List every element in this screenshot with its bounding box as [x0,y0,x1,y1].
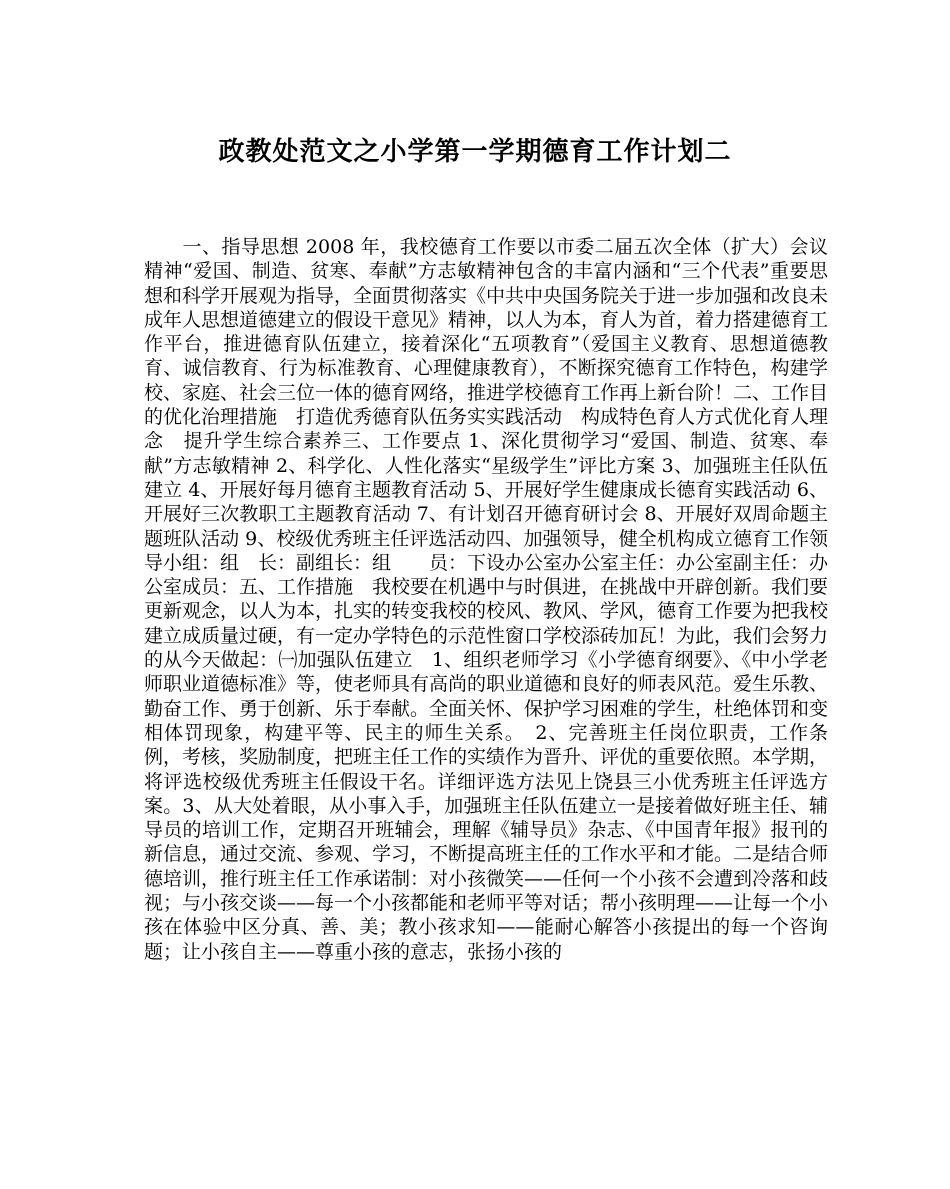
document-body-paragraph [144,235,828,964]
document-body-text: 一、指导思想 2008 年，我校德育工作要以市委二届五次全体（扩大）会议精神“爱国、制造、贫寒、奉献”方志敏精神包含的丰富内涵和“三个代表”重要思想和科学开展观为指导，全面贯彻落实《中共中央国务院关于进一步加强和改良未成年人思想道德建立的假设干意见》精神，以人为本，育人为首，着力搭建德育工作平台，推进德育队伍建立，接着深化“五项教育”（爱国主义教育、思想道德教育、诚信教育、行为标准教育、心理健康教育），不断探究德育工作特色，构建学校、家庭、社会三位一体的德育网络，推进学校德育工作再上新台阶！二、工作目的优化治理措施 打造优秀德育队伍务实实践活动 构成特色育人方式优化育人理念 提升学生综合素养三、工作要点 1、深化贯彻学习“爱国、制造、贫寒、奉献”方志敏精神 2、科学化、人性化落实“星级学生”评比方案 3、加强班主任队伍建立 4、开展好每月德育主题教育活动 5、开展好学生健康成长德育实践活动 6、开展好三次教职工主题教育活动 7、有计划召开德育研讨会 8、开展好双周命题主题班队活动 9、校级优秀班主任评选活动四、加强领导，健全机构成立德育工作领导小组：组 长：副组长：组 员：下设办公室办公室主任：办公室副主任：办公室成员：五、工作措施 我校要在机遇中与时俱进，在挑战中开辟创新。我们要更新观念，以人为本，扎实的转变我校的校风、教风、学风，德育工作要为把我校建立成质量过硬，有一定办学特色的示范性窗口学校添砖加瓦！为此，我们会努力的从今天做起：㈠加强队伍建立 1、组织老师学习《小学德育纲要》、《中小学老师职业道德标准》等，使老师具有高尚的职业道德和良好的师表风范。爱生乐教、勤奋工作、勇于创新、乐于奉献。全面关怀、保护学习困难的学生，杜绝体罚和变相体罚现象，构建平等、民主的师生关系。 2、完善班主任岗位职责，工作条例，考核，奖励制度，把班主任工作的实绩作为晋升、评优的重要依照。本学期，将评选校级优秀班主任假设干名。详细评选方法见上饶县三小优秀班主任评选方案。3、从大处着眼，从小事入手，加强班主任队伍建立一是接着做好班主任、辅导员的培训工作，定期召开班辅会，理解《辅导员》杂志、《中国青年报》报刊的新信息，通过交流、参观、学习，不断提高班主任的工作水平和才能。二是结合师德培训，推行班主任工作承诺制：对小孩微笑——任何一个小孩不会遭到冷落和歧视；与小孩交谈——每一个小孩都能和老师平等对话；帮小孩明理——让每一个小孩在体验中区分真、善、美；教小孩求知——能耐心解答小孩提出的每一个咨询题；让小孩自主——尊重小孩的意志，张扬小孩的 [144,236,829,963]
document-title: 政教处范文之小学第一学期德育工作计划二 [218,137,732,167]
